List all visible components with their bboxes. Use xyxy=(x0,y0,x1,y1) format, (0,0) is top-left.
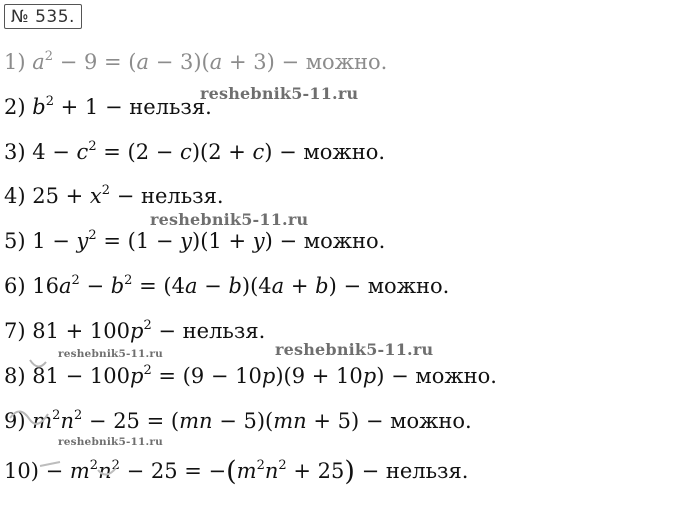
solution-line-1: 1) $a^2 - 9 = (a - 3)(a + 3)$ − можно. xyxy=(4,49,388,74)
solution-line-7: 7) $81 + 100p^2$ − нельзя. xyxy=(4,318,266,343)
watermark: reshebnik5-11.ru xyxy=(58,436,163,448)
watermark: reshebnik5-11.ru xyxy=(200,84,359,103)
solution-line-10: $10) - m^2n^2 - 25 = -(m^2n^2 + 25)$ − нельзя. xyxy=(4,456,469,487)
solution-line-2: 2) $b^2 + 1$ − нельзя. xyxy=(4,94,212,119)
watermark: reshebnik5-11.ru xyxy=(58,348,163,360)
watermark: reshebnik5-11.ru xyxy=(150,210,309,229)
solution-line-8: 8) $81 - 100p^2 = (9 - 10p)(9 + 10p)$ − можно. xyxy=(4,363,497,388)
exercise-number-badge: № 535. xyxy=(4,4,82,29)
solution-line-5: 5) $1 - y^2 = (1 - y)(1 + y)$ − можно. xyxy=(4,228,386,253)
solution-line-3: 3) $4 - c^2 = (2 - c)(2 + c)$ − можно. xyxy=(4,139,386,164)
solution-line-9: 9) $m^2n^2 - 25 = (mn - 5)(mn + 5)$ − можно. xyxy=(4,408,472,433)
solution-line-6: 6) $16a^2 - b^2 = (4a - b)(4a + b)$ − можно. xyxy=(4,273,450,298)
solution-line-4: 4) $25 + x^2$ − нельзя. xyxy=(4,183,224,208)
watermark: reshebnik5-11.ru xyxy=(275,340,434,359)
